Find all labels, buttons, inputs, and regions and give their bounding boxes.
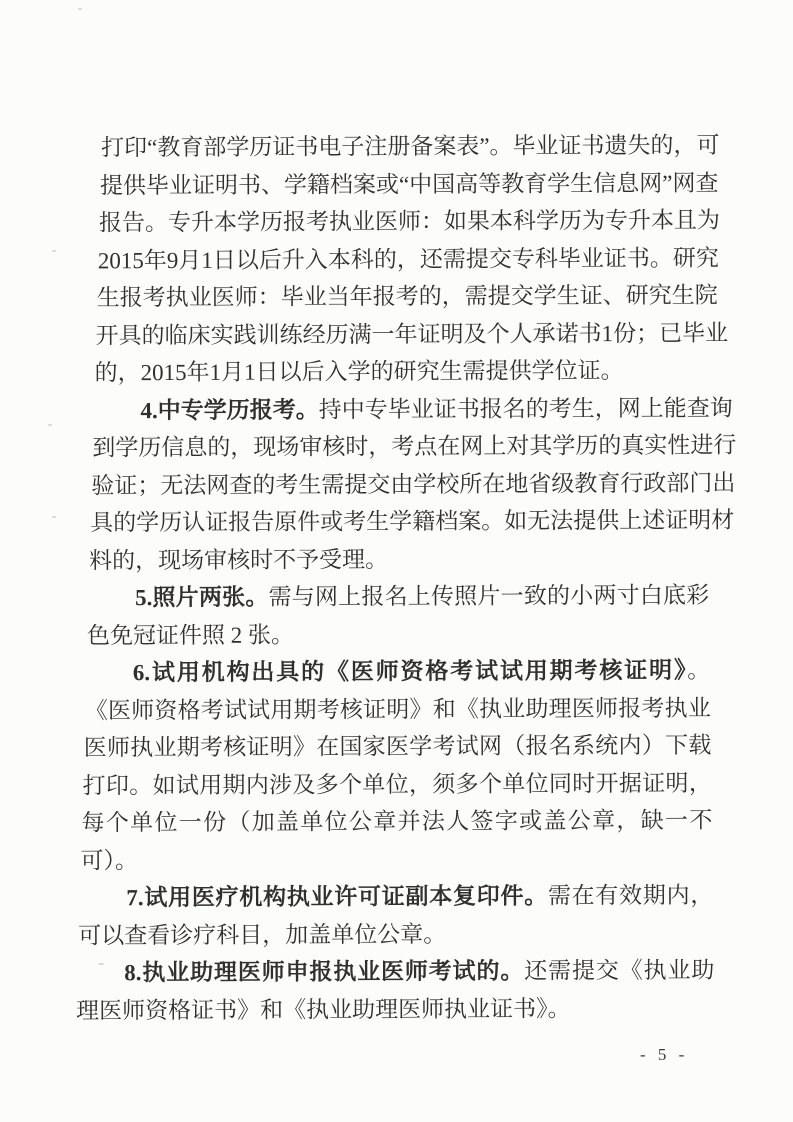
text-line xyxy=(98,202,720,242)
line-text-segment: 生报考执业医师：毕业当年报考的，需提交学生证、研究生院 xyxy=(96,282,718,311)
line-text-segment: 料的，现场审核时不予受理。 xyxy=(89,546,389,573)
line-text-segment: 还需提交《执业助 xyxy=(524,957,715,984)
text-line xyxy=(99,164,719,204)
text-line xyxy=(92,427,737,467)
line-bold-segment: 8.执业助理医师申报执业医师考试的。 xyxy=(124,958,525,986)
text-line xyxy=(86,652,711,692)
text-line xyxy=(94,352,706,392)
text-line xyxy=(79,877,713,917)
text-line xyxy=(78,914,714,954)
document-text xyxy=(0,127,737,1030)
line-text-segment: 开具的临床实践训练经历满一年证明及个人承诺书1份；已毕业 xyxy=(95,320,729,348)
line-text-segment: 具的学历认证报告原件或考生学籍档案。如无法提供上述证明材 xyxy=(90,507,735,536)
line-text-segment: 需与网上报名上传照片一致的小两寸白底彩 xyxy=(268,582,710,610)
line-text-segment: 每个单位一份（加盖单位公章并法人签字或盖公章，缺一不 xyxy=(81,807,713,836)
line-text-segment: 2015年9月1日以后升入本科的，还需提交专科毕业证书。研究 xyxy=(97,245,719,273)
line-text-segment: 到学历信息的，现场审核时，考点在网上对其学历的真实性进行 xyxy=(92,432,737,461)
text-line xyxy=(77,952,714,992)
line-text-segment: 理医师资格证书》和《执业助理医师执业证书》。 xyxy=(76,995,571,1023)
line-text-segment: 可以查看诊疗科目，加盖单位公章。 xyxy=(78,921,447,948)
line-text-segment: 《医师资格考试试用期考核证明》和《执业助理医师报考执业 xyxy=(84,695,711,723)
line-text-segment: 的，2015年1月1日以后入学的研究生需提供学位证。 xyxy=(94,358,624,386)
line-text-segment: 验证；无法网查的考生需提交由学校所在地省级教育行政部门出 xyxy=(91,470,736,498)
text-line xyxy=(93,389,733,429)
text-line xyxy=(97,239,719,279)
line-text-segment: 色免冠证件照 2 张。 xyxy=(86,621,295,648)
text-line xyxy=(85,689,711,729)
page-number: - 5 - xyxy=(640,1045,689,1064)
text-line xyxy=(84,727,712,767)
text-line xyxy=(91,464,736,504)
scan-speck xyxy=(78,8,82,10)
line-text-segment: 提供毕业证明书、学籍档案或“中国高等教育学生信息网”网查 xyxy=(99,170,719,198)
text-line xyxy=(95,314,729,354)
line-text-segment: 可）。 xyxy=(80,847,138,873)
line-bold-segment: 5.照片两张。 xyxy=(134,584,269,611)
text-line xyxy=(81,802,712,842)
text-line xyxy=(90,502,735,542)
line-text-segment: 。 xyxy=(687,657,711,683)
line-bold-segment: 7.试用医疗机构执业许可证副本复印件。 xyxy=(126,883,548,911)
line-text-segment: 打印“教育部学历证书电子注册备案表”。毕业证书遗失的，可 xyxy=(101,132,720,161)
line-text-segment: 报告。专升本学历报考执业医师：如果本科学历为专升本且为 xyxy=(98,207,720,236)
text-line xyxy=(101,127,720,167)
line-text-segment: 医师执业期考核证明》在国家医学考试网（报名系统内）下载 xyxy=(83,732,712,761)
text-line xyxy=(76,989,715,1029)
line-text-segment: 持中专毕业证书报名的考生，网上能查询 xyxy=(318,395,733,422)
text-line xyxy=(88,577,709,617)
line-text-segment: 需在有效期内， xyxy=(547,882,714,909)
text-line xyxy=(89,539,709,579)
text-line xyxy=(96,277,718,317)
text-line xyxy=(87,614,710,654)
line-bold-segment: 6.试用机构出具的《医师资格考试试用期考核证明》 xyxy=(132,657,688,686)
text-line xyxy=(83,764,712,804)
line-text-segment: 打印。如试用期内涉及多个单位，须多个单位同时开据证明， xyxy=(82,770,712,798)
text-line xyxy=(80,839,713,879)
line-bold-segment: 4.中专学历报考。 xyxy=(140,396,319,423)
